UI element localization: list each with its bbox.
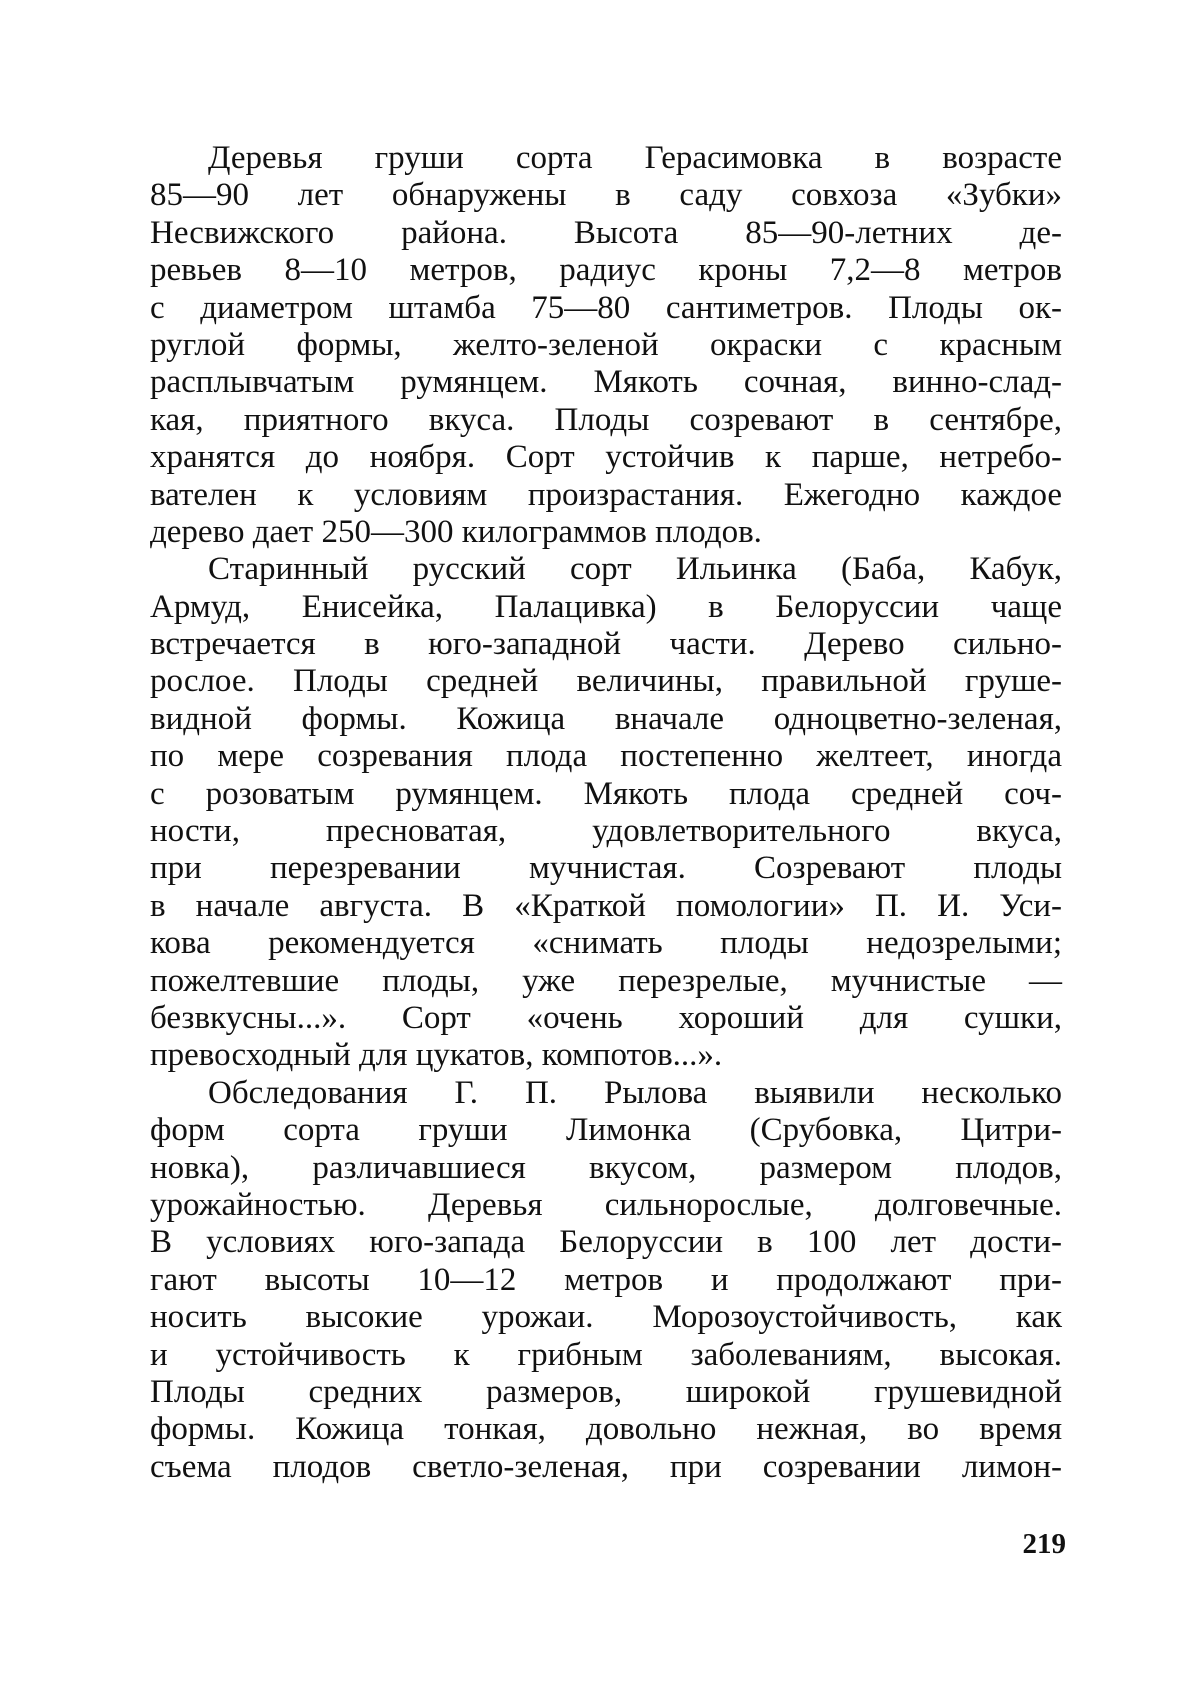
text-line: ревьев 8—10 метров, радиус кроны 7,2—8 метров xyxy=(150,252,1062,289)
text-line: безвкусны...». Сорт «очень хороший для сушки, xyxy=(150,999,1062,1036)
text-line: В условиях юго-запада Белоруссии в 100 лет дости- xyxy=(150,1224,1062,1261)
text-line: по мере созревания плода постепенно желтеет, иногда xyxy=(150,738,1062,775)
text-line: форм сорта груши Лимонка (Срубовка, Цитри- xyxy=(150,1112,1062,1149)
text-line: встречается в юго-западной части. Дерево сильно- xyxy=(150,626,1062,663)
text-line: Армуд, Енисейка, Палацивка) в Белоруссии чаще xyxy=(150,588,1062,625)
text-line: 85—90 лет обнаружены в саду совхоза «Зубки» xyxy=(150,177,1062,214)
text-line: при перезревании мучнистая. Созревают плоды xyxy=(150,850,1062,887)
text-line: формы. Кожица тонкая, довольно нежная, во время xyxy=(150,1411,1062,1448)
text-line: кая, приятного вкуса. Плоды созревают в сентябре, xyxy=(150,401,1062,438)
text-line: Деревья груши сорта Герасимовка в возрасте xyxy=(208,140,1062,176)
text-line: Несвижского района. Высота 85—90-летних де- xyxy=(150,214,1062,251)
text-line: превосходный для цукатов, компотов...». xyxy=(150,1037,723,1074)
text-line: Старинный русский сорт Ильинка (Баба, Кабук, xyxy=(208,551,1062,588)
text-line: руглой формы, желто-зеленой окраски с красным xyxy=(150,326,1062,363)
text-line: с розоватым румянцем. Мякоть плода средней соч- xyxy=(150,775,1062,812)
text-line: пожелтевшие плоды, уже перезрелые, мучнистые — xyxy=(150,962,1062,999)
text-line: ности, пресноватая, удовлетворительного вкуса, xyxy=(150,813,1062,850)
text-line: съема плодов светло-зеленая, при созревании лимон- xyxy=(150,1448,1062,1485)
text-line: дерево дает 250—300 килограммов плодов. xyxy=(150,513,762,550)
text-line: гают высоты 10—12 метров и продолжают при- xyxy=(150,1261,1062,1298)
text-line: вателен к условиям произрастания. Ежегодно каждое xyxy=(150,476,1062,513)
text-line: Плоды средних размеров, широкой грушевидной xyxy=(150,1373,1062,1410)
text-line: с диаметром штамба 75—80 сантиметров. Плоды ок- xyxy=(150,289,1062,326)
text-line: рослое. Плоды средней величины, правильной груше- xyxy=(150,663,1062,700)
text-line: кова рекомендуется «снимать плоды недозрелыми; xyxy=(150,925,1062,962)
text-line: расплывчатым румянцем. Мякоть сочная, винно-слад- xyxy=(150,364,1062,401)
text-line: новка), различавшиеся вкусом, размером плодов, xyxy=(150,1149,1062,1186)
body-text xyxy=(150,140,1062,1486)
page-number: 219 xyxy=(1022,1528,1066,1560)
text-line: урожайностью. Деревья сильнорослые, долговечные. xyxy=(150,1186,1062,1223)
text-line: хранятся до ноября. Сорт устойчив к парше, нетребо- xyxy=(150,439,1062,476)
text-line: Обследования Г. П. Рылова выявили несколько xyxy=(208,1074,1062,1111)
text-line: видной формы. Кожица вначале одноцветно-зеленая, xyxy=(150,700,1062,737)
text-line: носить высокие урожаи. Морозоустойчивость, как xyxy=(150,1299,1062,1336)
text-line: и устойчивость к грибным заболеваниям, высокая. xyxy=(150,1336,1062,1373)
text-line: в начале августа. В «Краткой помологии» П. И. Уси- xyxy=(150,887,1062,924)
